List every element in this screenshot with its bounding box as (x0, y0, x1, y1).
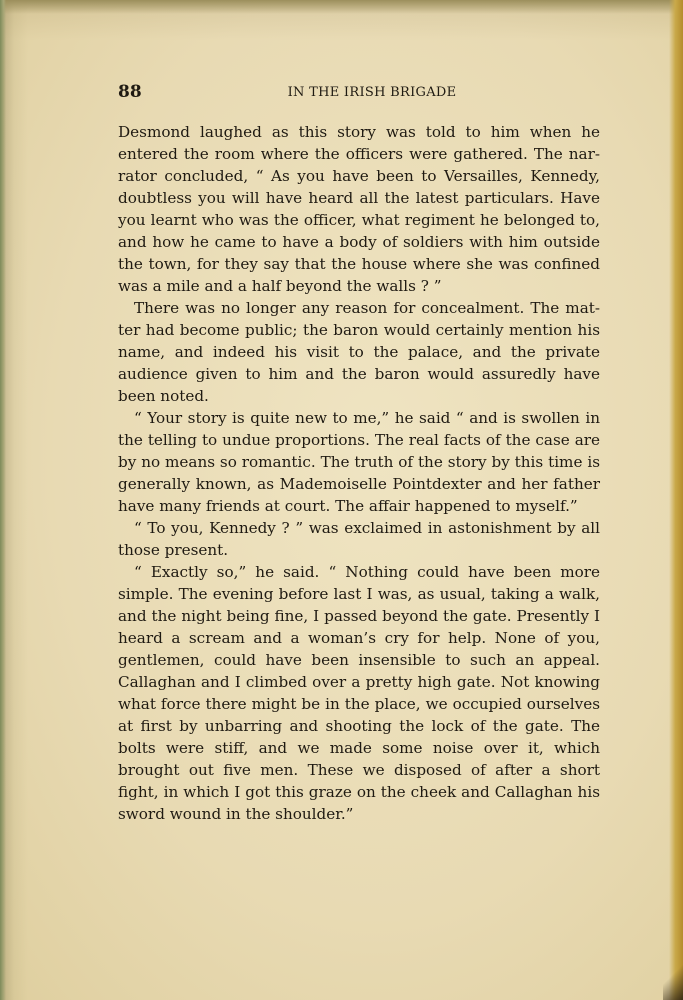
paragraph: There was no longer any reason for concealment. The matter had become public; the baron would certainly mention his name, and indeed his visit to the palace, and the private audience given to him and the baron would assuredly have been noted. (118, 299, 600, 405)
page-corner-shadow (663, 960, 683, 1000)
paragraph: “ Your story is quite new to me,” he said “ and is swollen in the telling to undue proportions. The real facts of the case are by no means so romantic. The truth of the story by this time is generally known, as Mademoiselle Pointdexter and her father have many friends at court. The affair happened to myself.” (118, 409, 600, 515)
page-gutter-edge (0, 0, 6, 1000)
page-right-edge (669, 0, 683, 1000)
page-top-edge (0, 0, 683, 14)
page-number: 88 (118, 82, 142, 102)
running-head: IN THE IRISH BRIGADE (287, 85, 457, 100)
page-header (118, 82, 600, 106)
paragraph: Desmond laughed as this story was told to him when he entered the room where the officers were gathered. The narrator concluded, “ As you have been to Versailles, Kennedy, doubtless you will have heard all the latest particulars. Have you learnt who was the officer, what regiment he belonged to, and how he came to have a body of soldiers with him outside the town, for they say that the house where she was confined was a mile and a half beyond the walls ? ” (118, 123, 600, 295)
body-text (118, 121, 600, 825)
paragraph: “ To you, Kennedy ? ” was exclaimed in astonishment by all those present. (118, 519, 600, 559)
paragraph: “ Exactly so,” he said. “ Nothing could have been more simple. The evening before last I was, as usual, taking a walk, and the night being fine, I passed beyond the gate. Presently I heard a scream and a woman’s cry for help. None of you, gentlemen, could have been insensible to such an appeal. Callaghan and I climbed over a pretty high gate. Not knowing what force there might be in the place, we occupied ourselves at first by unbarring and shooting the lock of the gate. The bolts were stiff, and we made some noise over it, which brought out five men. These we disposed of after a short fight, in which I got this graze on the cheek and Callaghan his sword wound in the shoulder.” (118, 563, 600, 823)
